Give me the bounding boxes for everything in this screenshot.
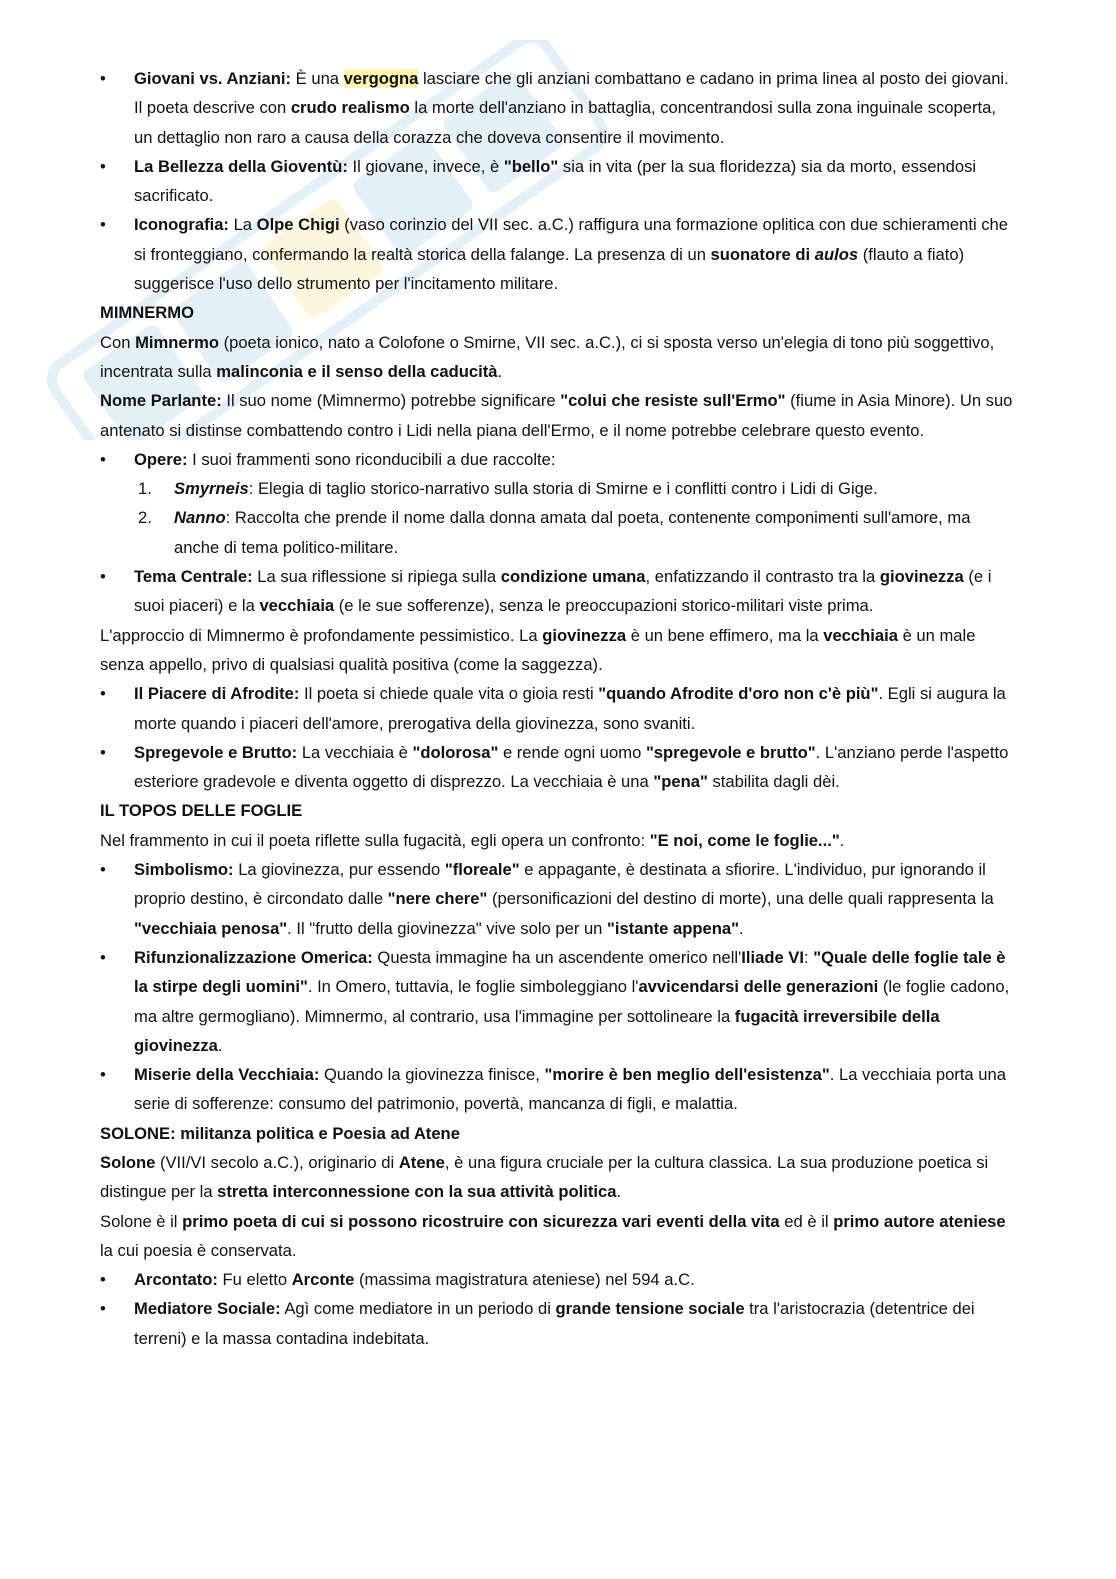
text: È una	[291, 69, 344, 88]
text: (e le sue sofferenze), senza le preoccupazioni storico-militari viste prima.	[334, 596, 874, 616]
text: e appagante, è destinata a sfiorire. L'individuo, pur ignorando il proprio destino, è circondato dalle	[134, 860, 986, 909]
bold-text: "vecchiaia penosa"	[134, 918, 288, 938]
text: La giovinezza, pur essendo	[233, 860, 445, 880]
item-number: 2.	[138, 508, 152, 528]
list-item	[100, 738, 1018, 797]
work-title: Nanno	[174, 508, 226, 528]
list-item	[100, 679, 1018, 738]
bullet-label: Simbolismo:	[134, 860, 234, 880]
paragraph	[100, 386, 1018, 445]
bold-text: Olpe Chigi	[256, 215, 340, 235]
text: , è una figura cruciale per la cultura classica. La sua produzione poetica si distingue per la	[100, 1152, 989, 1202]
bullet-label: Opere:	[134, 449, 188, 469]
text: stabilita dagli dèi.	[707, 772, 840, 792]
text: , enfatizzando il contrasto tra la	[645, 567, 880, 587]
text: La	[228, 215, 257, 235]
bold-text: "bello"	[503, 156, 559, 176]
text: ed è il	[779, 1211, 834, 1231]
bullet-label: Il Piacere di Afrodite:	[134, 684, 300, 704]
paragraph	[100, 826, 1018, 855]
bold-text: fugacità irreversibile della giovinezza	[134, 1006, 940, 1055]
text: .	[497, 361, 503, 381]
text: Il poeta si chiede quale vita o gioia resti	[299, 684, 599, 704]
list-item	[100, 943, 1018, 1060]
text: Il suo nome (Mimnermo) potrebbe significare	[221, 391, 561, 411]
bold-text: suonatore di	[710, 244, 815, 264]
text: . In Omero, tuttavia, le foglie simboleggiano l'	[307, 977, 639, 997]
numbered-item	[100, 474, 1018, 503]
text: .	[217, 1035, 223, 1055]
bold-text: condizione umana	[500, 567, 646, 587]
text: sia in vita (per la sua floridezza) sia da morto, essendosi sacrificato.	[134, 156, 977, 206]
list-item	[100, 1265, 1018, 1294]
bold-text: "pena"	[653, 772, 708, 792]
bold-text: "quando Afrodite d'oro non c'è più"	[598, 684, 879, 704]
text: .	[839, 830, 845, 850]
text: : Elegia di taglio storico-narrativo sulla storia di Smirne e i conflitti contro i Lidi di Gige.	[248, 479, 878, 499]
bold-text: "colui che resiste sull'Ermo"	[560, 391, 786, 411]
bold-text: "dolorosa"	[412, 742, 499, 762]
bold-text: crudo realismo	[290, 98, 410, 118]
bold-italic-text: aulos	[814, 244, 859, 264]
text: (massima magistratura ateniese) nel 594 a.C.	[354, 1270, 695, 1290]
bold-text: malinconia e il senso della caducità	[216, 361, 498, 381]
bold-text: Solone	[100, 1152, 156, 1172]
text: Fu eletto	[217, 1270, 292, 1290]
numbered-item	[100, 503, 1018, 562]
text: La sua riflessione si ripiega sulla	[252, 567, 501, 587]
text: Nel frammento in cui il poeta riflette sulla fugacità, egli opera un confronto:	[100, 830, 650, 850]
text: L'approccio di Mimnermo è profondamente pessimistico. La	[100, 625, 543, 645]
list-item	[100, 64, 1018, 152]
section-heading: SOLONE: militanza politica e Poesia ad Atene	[100, 1123, 460, 1143]
paragraph-label: Nome Parlante:	[100, 391, 222, 411]
bullet-label: La Bellezza della Gioventù:	[134, 156, 348, 176]
text: lasciare che gli anziani combattano e cadano in prima linea al posto dei giovani. Il poeta descrive con	[134, 69, 1009, 118]
paragraph	[100, 328, 1018, 387]
text: la cui poesia è conservata.	[100, 1240, 297, 1260]
bold-text: "Quale delle foglie tale è la stirpe degli uomini"	[134, 947, 1006, 997]
paragraph	[100, 1148, 1018, 1207]
bold-text: "nere chere"	[387, 889, 488, 909]
bold-text: grande tensione sociale	[555, 1299, 745, 1319]
text: (VII/VI secolo a.C.), originario di	[155, 1152, 399, 1172]
list-item	[100, 210, 1018, 298]
paragraph	[100, 621, 1018, 680]
text: Con	[100, 332, 136, 352]
text: Agì come mediatore in un periodo di	[280, 1299, 556, 1319]
bold-text: vecchiaia	[823, 625, 898, 645]
text: I suoi frammenti sono riconducibili a due raccolte:	[187, 449, 556, 469]
text: :	[803, 947, 814, 967]
bullet-label: Miserie della Vecchiaia:	[134, 1065, 320, 1085]
bold-text: Atene	[398, 1152, 445, 1172]
bold-text: Arconte	[291, 1270, 355, 1290]
text: tra l'aristocrazia (detentrice dei terreni) e la massa contadina indebitata.	[134, 1299, 975, 1348]
bullet-label: Arcontato:	[134, 1270, 218, 1290]
work-title: Smyrneis	[174, 479, 249, 499]
text: Questa immagine ha un ascendente omerico nell'	[372, 947, 742, 967]
text: (e i suoi piaceri) e la	[134, 567, 992, 616]
bullet-label: Tema Centrale:	[134, 567, 253, 587]
text: è un bene effimero, ma la	[626, 625, 824, 645]
text: La vecchiaia è	[297, 742, 413, 762]
text: (poeta ionico, nato a Colofone o Smirne, VII sec. a.C.), ci si sposta verso un'elegia di tono più soggettivo, incentrata sulla	[100, 332, 995, 381]
text: Solone è il	[100, 1211, 183, 1231]
text: .	[616, 1182, 622, 1202]
bold-text: Iliade VI	[741, 947, 804, 967]
bold-text: "floreale"	[444, 860, 520, 880]
text: .	[738, 918, 744, 938]
text: e rende ogni uomo	[498, 742, 646, 762]
bold-text: primo poeta di cui si possono ricostruire con sicurezza vari eventi della vita	[182, 1211, 780, 1231]
bold-text: vecchiaia	[259, 596, 335, 616]
bold-text: primo autore ateniese	[833, 1211, 1006, 1231]
section-heading: IL TOPOS DELLE FOGLIE	[100, 801, 303, 821]
bold-text: giovinezza	[542, 625, 627, 645]
bold-text: giovinezza	[879, 567, 964, 587]
bullet-label: Iconografia:	[134, 215, 229, 235]
text: . Egli si augura la morte quando i piaceri dell'amore, prerogativa della giovinezza, sono svaniti.	[134, 684, 1006, 733]
text: Quando la giovinezza finisce,	[319, 1065, 545, 1085]
bullet-label: Rifunzionalizzazione Omerica:	[134, 947, 373, 967]
bullet-label: Giovani vs. Anziani:	[134, 69, 292, 88]
text: : Raccolta che prende il nome dalla donna amata dal poeta, contenente componimenti sull'amore, ma anche di tema politico-militare.	[174, 508, 971, 557]
bold-text: "E noi, come le foglie..."	[649, 830, 840, 850]
bold-text: "istante appena"	[607, 918, 739, 938]
bullet-label: Mediatore Sociale:	[134, 1299, 281, 1319]
text: . Il "frutto della giovinezza" vive solo per un	[287, 918, 608, 938]
text: Il giovane, invece, è	[347, 156, 504, 176]
list-item	[100, 445, 1018, 474]
item-number: 1.	[138, 479, 152, 499]
text: (personificazioni del destino di morte), una delle quali rappresenta la	[487, 889, 994, 909]
text: . La vecchiaia porta una serie di sofferenze: consumo del patrimonio, povertà, mancanza di figli, e malattia.	[134, 1065, 1006, 1114]
list-item	[100, 152, 1018, 211]
text: (fiume in Asia Minore). Un suo antenato si distinse combattendo contro i Lidi nella piana dell'Ermo, e il nome potrebbe celebrare questo evento.	[100, 391, 1013, 440]
bullet-label: Spregevole e Brutto:	[134, 742, 298, 762]
text: (vaso corinzio del VII sec. a.C.) raffigura una formazione oplitica con due schieramenti che si fronteggiano, confermando la realtà storica della falange. La presenza di un	[134, 215, 1009, 264]
paragraph	[100, 1207, 1018, 1266]
list-item	[100, 1060, 1018, 1119]
list-item	[100, 855, 1018, 943]
bold-text: avvicendarsi delle generazioni	[638, 977, 879, 997]
bold-text: "morire è ben meglio dell'esistenza"	[544, 1065, 830, 1085]
section-heading: MIMNERMO	[100, 303, 195, 323]
highlight-text: vergogna	[343, 69, 419, 88]
text: (le foglie cadono, ma altre germogliano). Mimnermo, al contrario, usa l'immagine per sottolineare la	[134, 977, 1010, 1026]
text: la morte dell'anziano in battaglia, concentrandosi sulla zona inguinale scoperta, un dettaglio non raro a causa della corazza che doveva consentire il movimento.	[134, 98, 996, 147]
list-item	[100, 1294, 1018, 1353]
list-item	[100, 562, 1018, 621]
bold-text: "spregevole e brutto"	[645, 742, 816, 762]
text: è un male senza appello, privo di qualsiasi qualità positiva (come la saggezza).	[100, 625, 976, 674]
text: (flauto a fiato) suggerisce l'uso dello strumento per l'incitamento militare.	[134, 244, 965, 294]
bold-text: Mimnermo	[135, 332, 219, 352]
document-body	[100, 64, 1018, 1353]
text: . L'anziano perde l'aspetto esteriore gradevole e diventa oggetto di disprezzo. La vecchiaia è una	[134, 742, 1009, 792]
bold-text: stretta interconnessione con la sua attività politica	[217, 1182, 617, 1202]
